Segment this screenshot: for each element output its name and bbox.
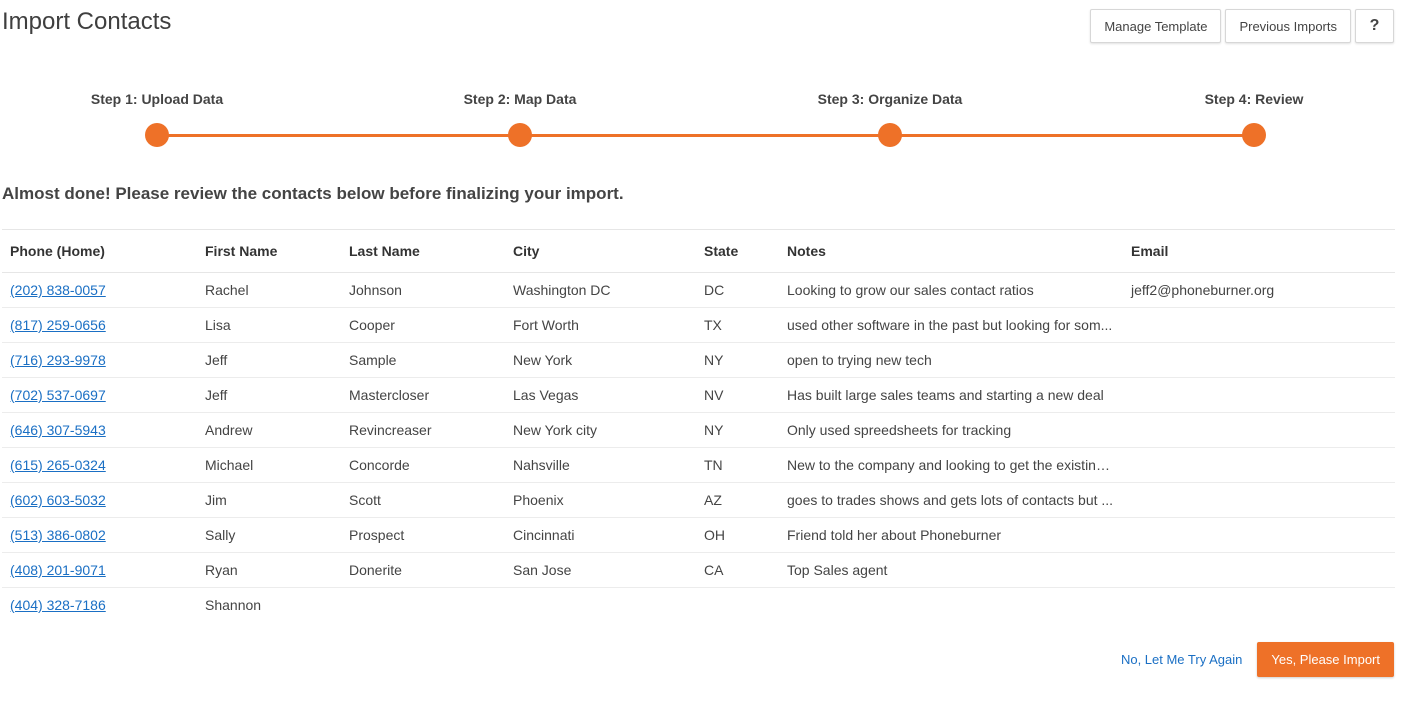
first-name-cell: Rachel: [197, 273, 341, 308]
phone-link[interactable]: (716) 293-9978: [10, 352, 106, 368]
phone-cell: [2, 378, 197, 413]
first-name-cell: Andrew: [197, 413, 341, 448]
notes-cell: open to trying new tech: [779, 343, 1123, 378]
footer-actions: [1121, 642, 1394, 677]
email-cell: [1123, 343, 1395, 378]
phone-link[interactable]: (646) 307-5943: [10, 422, 106, 438]
notes-cell: goes to trades shows and gets lots of contacts but ...: [779, 483, 1123, 518]
notes-cell: Top Sales agent: [779, 553, 1123, 588]
city-cell: Washington DC: [505, 273, 696, 308]
city-cell: New York city: [505, 413, 696, 448]
email-cell: [1123, 308, 1395, 343]
step-dot: [1242, 123, 1266, 147]
last-name-cell: Scott: [341, 483, 505, 518]
email-cell: [1123, 413, 1395, 448]
first-name-cell: Ryan: [197, 553, 341, 588]
first-name-cell: Jim: [197, 483, 341, 518]
phone-link[interactable]: (615) 265-0324: [10, 457, 106, 473]
notes-cell: Has built large sales teams and starting a new deal: [779, 378, 1123, 413]
last-name-cell: [341, 588, 505, 623]
email-cell: [1123, 518, 1395, 553]
column-header-last-name: Last Name: [341, 230, 505, 273]
state-cell: OH: [696, 518, 779, 553]
column-header-first-name: First Name: [197, 230, 341, 273]
email-cell: [1123, 553, 1395, 588]
phone-link[interactable]: (408) 201-9071: [10, 562, 106, 578]
table-row: [2, 553, 1395, 588]
phone-link[interactable]: (817) 259-0656: [10, 317, 106, 333]
phone-cell: [2, 448, 197, 483]
email-cell: [1123, 588, 1395, 623]
email-cell: [1123, 448, 1395, 483]
help-button[interactable]: ?: [1355, 9, 1394, 43]
email-cell: [1123, 378, 1395, 413]
table-header-row: [2, 230, 1395, 273]
step-label: Step 4: Review: [1204, 91, 1304, 107]
table-row: [2, 483, 1395, 518]
table-row: [2, 588, 1395, 623]
city-cell: Cincinnati: [505, 518, 696, 553]
column-header-email: Email: [1123, 230, 1395, 273]
table-row: [2, 273, 1395, 308]
city-cell: Nahsville: [505, 448, 696, 483]
first-name-cell: Jeff: [197, 343, 341, 378]
table-row: [2, 308, 1395, 343]
phone-cell: [2, 588, 197, 623]
try-again-link[interactable]: No, Let Me Try Again: [1120, 652, 1243, 667]
step-label: Step 2: Map Data: [463, 91, 577, 107]
phone-cell: [2, 518, 197, 553]
state-cell: CA: [696, 553, 779, 588]
state-cell: NY: [696, 343, 779, 378]
page-title: Import Contacts: [2, 8, 172, 35]
step-organize-data: [790, 88, 990, 110]
first-name-cell: Sally: [197, 518, 341, 553]
step-dot: [508, 123, 532, 147]
city-cell: Las Vegas: [505, 378, 696, 413]
step-upload-data: [57, 88, 257, 110]
table-row: [2, 448, 1395, 483]
notes-cell: New to the company and looking to get the existing...: [779, 448, 1123, 483]
table-row: [2, 343, 1395, 378]
notes-cell: used other software in the past but looking for som...: [779, 308, 1123, 343]
phone-cell: [2, 553, 197, 588]
last-name-cell: Sample: [341, 343, 505, 378]
state-cell: [696, 588, 779, 623]
phone-link[interactable]: (702) 537-0697: [10, 387, 106, 403]
first-name-cell: Lisa: [197, 308, 341, 343]
last-name-cell: Revincreaser: [341, 413, 505, 448]
state-cell: TN: [696, 448, 779, 483]
last-name-cell: Johnson: [341, 273, 505, 308]
state-cell: NY: [696, 413, 779, 448]
state-cell: DC: [696, 273, 779, 308]
state-cell: TX: [696, 308, 779, 343]
city-cell: Fort Worth: [505, 308, 696, 343]
step-label: Step 1: Upload Data: [90, 91, 224, 107]
notes-cell: Friend told her about Phoneburner: [779, 518, 1123, 553]
city-cell: New York: [505, 343, 696, 378]
table-row: [2, 413, 1395, 448]
phone-cell: [2, 343, 197, 378]
column-header-notes: Notes: [779, 230, 1123, 273]
phone-cell: [2, 413, 197, 448]
contacts-table: [2, 229, 1395, 622]
step-map-data: [420, 88, 620, 110]
table-row: [2, 518, 1395, 553]
last-name-cell: Concorde: [341, 448, 505, 483]
city-cell: [505, 588, 696, 623]
manage-template-button[interactable]: Manage Template: [1090, 9, 1221, 43]
email-cell: [1123, 483, 1395, 518]
state-cell: NV: [696, 378, 779, 413]
first-name-cell: Shannon: [205, 597, 262, 613]
last-name-cell: Prospect: [341, 518, 505, 553]
step-dot: [878, 123, 902, 147]
notes-cell: [779, 588, 1123, 623]
column-header-city: City: [505, 230, 696, 273]
column-header-state: State: [696, 230, 779, 273]
last-name-cell: Cooper: [341, 308, 505, 343]
first-name-cell: Jeff: [197, 378, 341, 413]
header-toolbar: [1090, 9, 1394, 43]
state-cell: AZ: [696, 483, 779, 518]
email-cell: jeff2@phoneburner.org: [1123, 273, 1395, 308]
previous-imports-button[interactable]: Previous Imports: [1225, 9, 1351, 43]
last-name-cell: Mastercloser: [341, 378, 505, 413]
step-review: [1154, 88, 1354, 110]
column-header-phone: Phone (Home): [2, 230, 197, 273]
review-message: Almost done! Please review the contacts below before finalizing your import.: [2, 184, 624, 203]
phone-cell: [2, 483, 197, 518]
import-button[interactable]: Yes, Please Import: [1257, 642, 1394, 677]
step-dot: [145, 123, 169, 147]
stepper-progress-line: [157, 134, 1254, 137]
notes-cell: Looking to grow our sales contact ratios: [779, 273, 1123, 308]
first-name-cell: Michael: [197, 448, 341, 483]
phone-link[interactable]: (404) 328-7186: [10, 597, 106, 613]
notes-cell: Only used spreedsheets for tracking: [779, 413, 1123, 448]
step-label: Step 3: Organize Data: [817, 91, 963, 107]
city-cell: Phoenix: [505, 483, 696, 518]
phone-link[interactable]: (202) 838-0057: [10, 282, 106, 298]
city-cell: San Jose: [505, 553, 696, 588]
phone-cell: [2, 273, 197, 308]
phone-link[interactable]: (513) 386-0802: [10, 527, 106, 543]
last-name-cell: Donerite: [341, 553, 505, 588]
table-row: [2, 378, 1395, 413]
phone-link[interactable]: (602) 603-5032: [10, 492, 106, 508]
import-stepper: [0, 88, 1417, 158]
phone-cell: [2, 308, 197, 343]
